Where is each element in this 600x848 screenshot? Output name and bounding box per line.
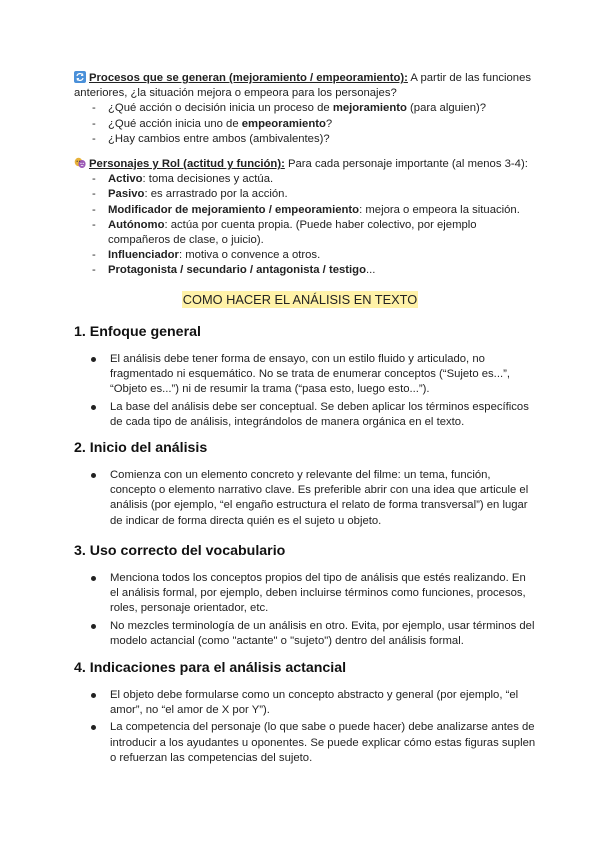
item-bold: Autónomo	[108, 218, 165, 231]
main-title	[0, 292, 600, 307]
heading-vocabulario: 3. Uso correcto del vocabulario	[74, 543, 286, 559]
list-item	[74, 101, 536, 116]
item-bold: mejoramiento	[332, 102, 407, 115]
item-text: : motiva o convence a otros.	[178, 249, 321, 262]
list-item	[74, 263, 536, 278]
item-bold: Protagonista / secundario / antagonista / testigo	[108, 264, 366, 277]
enfoque-section	[74, 352, 536, 430]
list-item	[74, 172, 536, 187]
item-bold: Activo	[108, 173, 143, 186]
list-item	[74, 187, 536, 202]
list-item: No mezcles terminología de un análisis en otro. Evita, por ejemplo, usar términos del modelo actancial (como "actante" o "sujeto") dentro del análisis formal.	[74, 619, 536, 649]
item-bold: empeoramiento	[241, 117, 326, 130]
main-title-text: COMO HACER EL ANÁLISIS EN TEXTO	[182, 292, 418, 307]
actancial-section	[74, 688, 536, 766]
characters-section	[74, 157, 536, 279]
vocabulario-section	[74, 571, 536, 649]
inicio-section	[74, 468, 536, 529]
list-item: La competencia del personaje (lo que sabe o puede hacer) debe analizarse antes de introducir a los ayudantes u oponentes. Se puede explicar cómo estas figuras suplen o refuerzan las competencias del sujeto.	[74, 720, 536, 766]
vocabulario-list	[74, 571, 536, 649]
item-bold: Modificador de mejoramiento / empeoramiento	[108, 203, 360, 216]
item-text: ...	[366, 264, 376, 277]
item-text: ¿Hay cambios entre ambos (ambivalentes)?	[108, 132, 330, 145]
processes-section	[74, 71, 536, 147]
item-text: : actúa por cuenta propia. (Puede haber colectivo, por ejemplo compañeros de clase, o juicio).	[108, 218, 477, 247]
item-text: : es arrastrado por la acción.	[144, 188, 288, 201]
list-item: El análisis debe tener forma de ensayo, con un estilo fluido y articulado, no fragmentado ni esquemático. No se trata de enumerar conceptos (“Sujeto es...”, “Objeto es...”) ni de resumir la trama (“pasa esto, luego esto...”).	[74, 352, 536, 398]
characters-heading: Personajes y Rol (actitud y función):	[89, 158, 285, 170]
characters-intro	[74, 157, 536, 172]
heading-enfoque-general: 1. Enfoque general	[74, 324, 201, 340]
list-item	[74, 117, 536, 132]
processes-intro	[74, 71, 536, 101]
list-item	[74, 218, 536, 248]
list-item: La base del análisis debe ser conceptual. Se deben aplicar los términos específicos de cada tipo de análisis, integrándolos de manera orgánica en el texto.	[74, 400, 536, 430]
inicio-list	[74, 468, 536, 529]
item-bold: Pasivo	[108, 188, 145, 201]
enfoque-list	[74, 352, 536, 430]
processes-intro-text: A partir de las funciones anteriores, ¿la situación mejora o empeora para los personajes?	[74, 72, 532, 100]
heading-actancial: 4. Indicaciones para el análisis actancial	[74, 660, 347, 676]
list-item: El objeto debe formularse como un concepto abstracto y general (por ejemplo, “el amor”, no “el amor de X por Y”).	[74, 688, 536, 718]
item-text: ?	[325, 117, 333, 130]
list-item	[74, 248, 536, 263]
item-bold: Influenciador	[108, 249, 179, 262]
item-text: (para alguien)?	[406, 102, 487, 115]
characters-list	[74, 172, 536, 278]
item-text: : mejora o empeora la situación.	[359, 203, 520, 216]
item-text: ¿Qué acción o decisión inicia un proceso de	[108, 102, 333, 115]
refresh-arrows-icon	[74, 71, 86, 83]
heading-inicio-analisis: 2. Inicio del análisis	[74, 440, 208, 456]
characters-intro-text: Para cada personaje importante (al menos 3-4):	[284, 158, 528, 170]
list-item: Menciona todos los conceptos propios del tipo de análisis que estés realizando. En el análisis formal, por ejemplo, deben incluirse términos como funciones, procesos, roles, personaje orientador, etc.	[74, 571, 536, 617]
theater-masks-icon	[74, 157, 86, 169]
actancial-list	[74, 688, 536, 766]
item-text: : toma decisiones y actúa.	[142, 173, 274, 186]
list-item	[74, 132, 536, 147]
list-item	[74, 203, 536, 218]
item-text: ¿Qué acción inicia uno de	[108, 117, 242, 130]
list-item: Comienza con un elemento concreto y relevante del filme: un tema, función, concepto o elemento narrativo clave. Es preferible abrir con una idea que articule el análisis (por ejemplo, “el engaño estructura el relato de forma transversal”) en lugar de indicar de forma directa quién es el sujeto u objeto.	[74, 468, 536, 529]
processes-list	[74, 101, 536, 147]
processes-heading: Procesos que se generan (mejoramiento / empeoramiento):	[89, 72, 408, 84]
